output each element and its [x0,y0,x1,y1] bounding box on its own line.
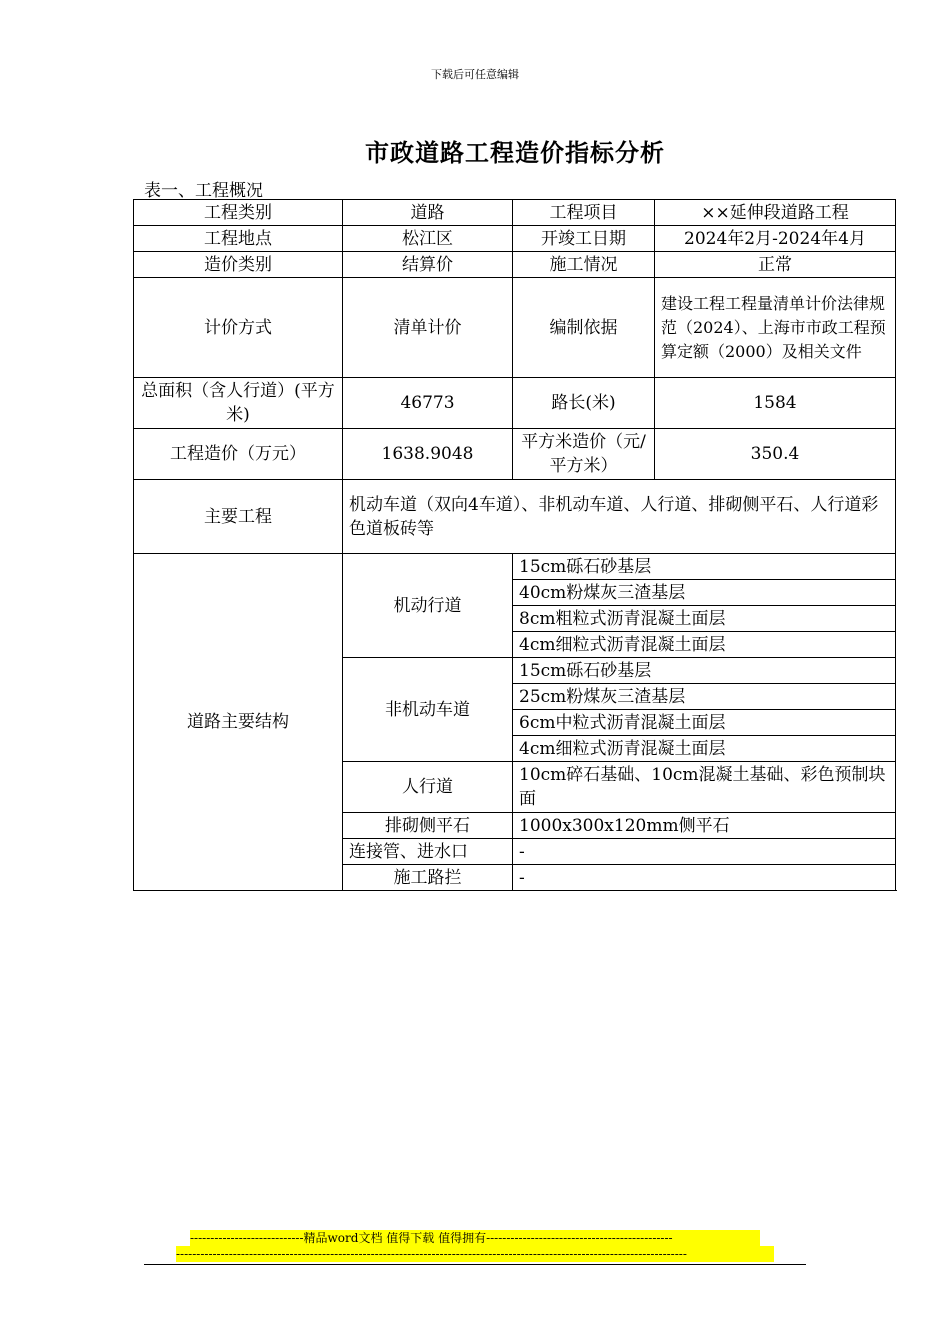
cell-label: 计价方式 [134,278,343,378]
cell-value: 建设工程工程量清单计价法律规范（2024）、上海市市政工程预算定额（2000）及相关文件 [655,278,896,378]
table-row [134,278,896,378]
project-overview-table [133,199,896,891]
layer-cell: 4cm细粒式沥青混凝土面层 [513,736,896,762]
sidewalk-label: 人行道 [343,762,513,813]
cell-value: 46773 [343,378,513,429]
cell-value: 1584 [655,378,896,429]
table-row [134,480,896,554]
footer-dashes: ------------------------------------------------------------------------------------------------------------------------------ [176,1246,774,1262]
cell-label: 工程地点 [134,226,343,252]
barrier-value: - [513,865,896,891]
cell-label: 造价类别 [134,252,343,278]
table-row [134,200,896,226]
cell-label: 工程造价（万元） [134,429,343,480]
layer-cell: 8cm粗粒式沥青混凝土面层 [513,606,896,632]
cell-value: 2024年2月-2024年4月 [655,226,896,252]
layer-cell: 25cm粉煤灰三渣基层 [513,684,896,710]
cell-value: 清单计价 [343,278,513,378]
structure-label: 道路主要结构 [134,554,343,891]
cell-value: 正常 [655,252,896,278]
barrier-label: 施工路拦 [343,865,513,891]
cell-value: 1638.9048 [343,429,513,480]
page-title: 市政道路工程造价指标分析 [365,138,665,167]
curb-value: 1000x300x120mm侧平石 [513,813,896,839]
cell-label: 编制依据 [513,278,655,378]
nonmotor-lane-label: 非机动车道 [343,658,513,762]
table-caption: 表一、工程概况 [144,181,263,201]
cell-value: 机动车道（双向4车道）、非机动车道、人行道、排砌侧平石、人行道彩色道板砖等 [343,480,896,554]
cell-value: 松江区 [343,226,513,252]
cell-label: 总面积（含人行道）(平方米) [134,378,343,429]
cell-value: 道路 [343,200,513,226]
cell-value: 结算价 [343,252,513,278]
layer-cell: 6cm中粒式沥青混凝土面层 [513,710,896,736]
cell-value: ××延伸段道路工程 [655,200,896,226]
cell-value: 350.4 [655,429,896,480]
header-note: 下载后可任意编辑 [431,68,519,81]
layer-cell: 40cm粉煤灰三渣基层 [513,580,896,606]
cell-label: 路长(米) [513,378,655,429]
layer-cell: 15cm砾石砂基层 [513,658,896,684]
layer-cell: 4cm细粒式沥青混凝土面层 [513,632,896,658]
cell-label: 主要工程 [134,480,343,554]
cell-label: 工程项目 [513,200,655,226]
table-row [134,226,896,252]
curb-label: 排砌侧平石 [343,813,513,839]
table-row [134,378,896,429]
footer-rule [144,1264,806,1265]
pipe-label: 连接管、进水口 [343,839,513,865]
table-row [134,252,896,278]
footer-banner: ----------------------------精品word文档 值得下载 值得拥有---------------------------------------------- [190,1230,760,1246]
cell-label: 平方米造价（元/平方米） [513,429,655,480]
cell-label: 工程类别 [134,200,343,226]
motor-lane-label: 机动行道 [343,554,513,658]
table-row [134,429,896,480]
pipe-value: - [513,839,896,865]
cell-label: 开竣工日期 [513,226,655,252]
table-row [134,554,896,580]
sidewalk-value: 10cm碎石基础、10cm混凝土基础、彩色预制块面 [513,762,896,813]
layer-cell: 15cm砾石砂基层 [513,554,896,580]
cell-label: 施工情况 [513,252,655,278]
